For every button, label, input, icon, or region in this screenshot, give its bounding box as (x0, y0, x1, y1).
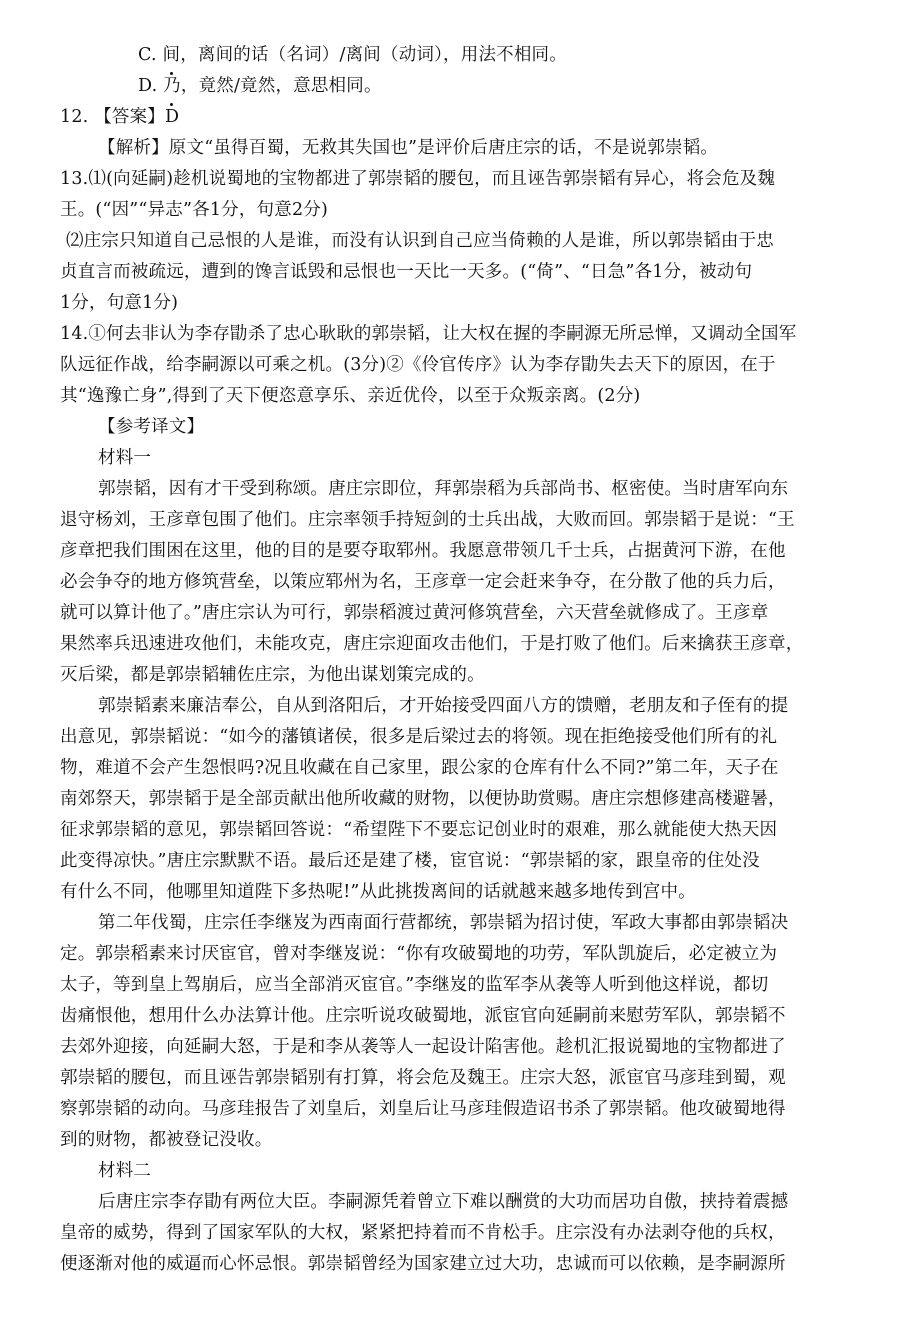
option-d-label: D. (138, 76, 164, 96)
option-c-text: ，离间的话（名词）/离间（动词），用法不相同。 (180, 45, 567, 65)
paragraph-line: 皇帝的威势，得到了国家军队的大权，紧紧把持着而不肯松手。庄宗没有办法剥夺他的兵权， (60, 1223, 786, 1243)
paragraph-line: 有什么不同，他哪里知道陛下多热呢!”从此挑拨离间的话就越来越多地传到宫中。 (60, 882, 696, 902)
q14-line-3: 其“逸豫亡身”,得到了天下便恣意享乐、亲近优伶，以至于众叛亲离。(2分) (60, 386, 641, 406)
option-c (60, 40, 840, 71)
paragraph-line: 此变得凉快。”唐庄宗默默不语。最后还是建了楼，宦官说：“郭崇韬的家，跟皇帝的住处没 (60, 851, 760, 871)
paragraph-line: 征求郭崇韬的意见，郭崇韬回答说：“希望陛下不要忘记创业时的艰难，那么就能使大热天因 (60, 820, 778, 840)
q13-line-4: 贞直言而被疏远，遭到的馋言诋毁和忌恨也一天比一天多。(“倚”、“日急”各1分，被动句 (60, 262, 753, 282)
q13-line-3: ⑵庄宗只知道自己忌恨的人是谁，而没有认识到自己应当倚赖的人是谁，所以郭崇韬由于忠 (66, 231, 774, 251)
paragraph-line: 郭崇韬，因有才干受到称颂。唐庄宗即位，拜郭崇稻为兵部尚书、枢密使。当时唐军向东 (98, 479, 789, 499)
paragraph-line: 去郊外迎接，向延嗣大怒，于是和李从袭等人一起设计陷害他。趁机汇报说蜀地的宝物都进了 (60, 1037, 786, 1057)
option-d-text: ，竟然/竟然，意思相同。 (180, 76, 382, 96)
paragraph-line: 彦章把我们围困在这里，他的目的是要夺取郓州。我愿意带领几千士兵，占据黄河下游，在他 (60, 541, 786, 561)
material-one-title: 材料一 (98, 448, 152, 468)
paragraph-line: 第二年伐蜀，庄宗任李继岌为西南面行营都统，郭崇韬为招讨使，军政大事都由郭崇韬决 (98, 913, 789, 933)
paragraph-line: 太子，等到皇上驾崩后，应当全部消灭宦官。”李继岌的监军李从袭等人听到他这样说，都切 (60, 975, 769, 995)
q14-line-1: 14.①何去非认为李存勖杀了忠心耿耿的郭崇韬，让大权在握的李嗣源无所忌惮，又调动全国军 (60, 324, 797, 344)
q12-answer: 12. 【答案】D (60, 107, 180, 127)
option-d (60, 71, 840, 102)
paragraph-line: 出意见，郭崇韬说：“如今的藩镇诸侯，很多是后梁过去的将领。现在拒绝接受他们所有的礼 (60, 727, 778, 747)
paragraph-line: 便逐渐对他的威逼而心怀忌恨。郭崇韬曾经为国家建立过大功，忠诚而可以依赖，是李嗣源所 (60, 1254, 786, 1274)
paragraph-2 (60, 691, 840, 908)
paragraph-line: 齿痛恨他，想用什么办法算计他。庄宗听说攻破蜀地，派宦官向延嗣前来慰劳军队，郭崇韬不 (60, 1006, 786, 1026)
paragraph-line: 物，难道不会产生怨恨吗?况且收藏在自己家里，跟公家的仓库有什么不同?”第二年，天子在 (60, 758, 779, 778)
paragraph-1 (60, 474, 840, 691)
paragraph-line: 就可以算计他了。”唐庄宗认为可行，郭崇稻渡过黄河修筑营垒，六天营垒就修成了。王彦章 (60, 603, 769, 623)
paragraph-4 (60, 1187, 840, 1280)
q12-analysis: 【解析】原文“虽得百蜀，无救其失国也”是评价后唐庄宗的话，不是说郭崇韬。 (98, 138, 719, 158)
material-two-title: 材料二 (98, 1161, 152, 1181)
paragraph-line: 郭崇韬素来廉洁奉公，自从到洛阳后，才开始接受四面八方的馈赠，老朋友和子侄有的提 (98, 696, 789, 716)
paragraph-line: 灭后梁，都是郭崇韬辅佐庄宗，为他出谋划策完成的。 (60, 665, 485, 685)
q14-line-2: 队远征作战，给李嗣源以可乘之机。(3分)②《伶官传序》认为李存勖失去天下的原因，在于 (60, 355, 776, 375)
paragraph-line: 果然率兵迅速进攻他们，未能攻克，唐庄宗迎面攻击他们，于是打败了他们。后来擒获王彦章， (60, 634, 804, 654)
paragraph-line: 郭崇韬的腰包，而且诬告郭崇韬别有打算，将会危及魏王。庄宗大怒，派宦官马彦珪到蜀，观 (60, 1068, 786, 1088)
q13-line-5: 1分，句意1分) (60, 293, 179, 313)
paragraph-line: 南郊祭天，郭崇韬于是全部贡献出他所收藏的财物，以便协助赏赐。唐庄宗想修建高楼避暑， (60, 789, 786, 809)
option-d-dotted-char: 乃 (163, 71, 181, 102)
paragraph-line: 后唐庄宗李存勖有两位大臣。李嗣源凭着曾立下难以酬赏的大功而居功自傲，挟持着震撼 (98, 1192, 789, 1212)
paragraph-line: 定。郭崇稻素来讨厌宦官，曾对李继岌说：“你有攻破蜀地的功劳，军队凯旋后，必定被立为 (60, 944, 778, 964)
paragraph-line: 察郭崇韬的动向。马彦珪报告了刘皇后，刘皇后让马彦珪假造诏书杀了郭崇韬。他攻破蜀地得 (60, 1099, 786, 1119)
paragraph-3 (60, 908, 840, 1156)
paragraph-line: 退守杨刘，王彦章包围了他们。庄宗率领手持短剑的士兵出战，大败而回。郭崇韬于是说：“王 (60, 510, 795, 530)
paragraph-line: 到的财物，都被登记没收。 (60, 1130, 273, 1150)
option-c-label: C. (138, 45, 163, 65)
q13-line-1: 13.⑴(向延嗣)趁机说蜀地的宝物都进了郭崇韬的腰包，而且诬告郭崇韬有异心，将会危及魏 (60, 169, 776, 189)
translation-heading: 【参考译文】 (98, 417, 205, 437)
option-c-dotted-char: 间 (163, 40, 181, 71)
q13-line-2: 王。(“因”“异志”各1分，句意2分) (60, 200, 329, 220)
paragraph-line: 必会争夺的地方修筑营垒，以策应郓州为名，王彦章一定会赶来争夺，在分散了他的兵力后， (60, 572, 786, 592)
